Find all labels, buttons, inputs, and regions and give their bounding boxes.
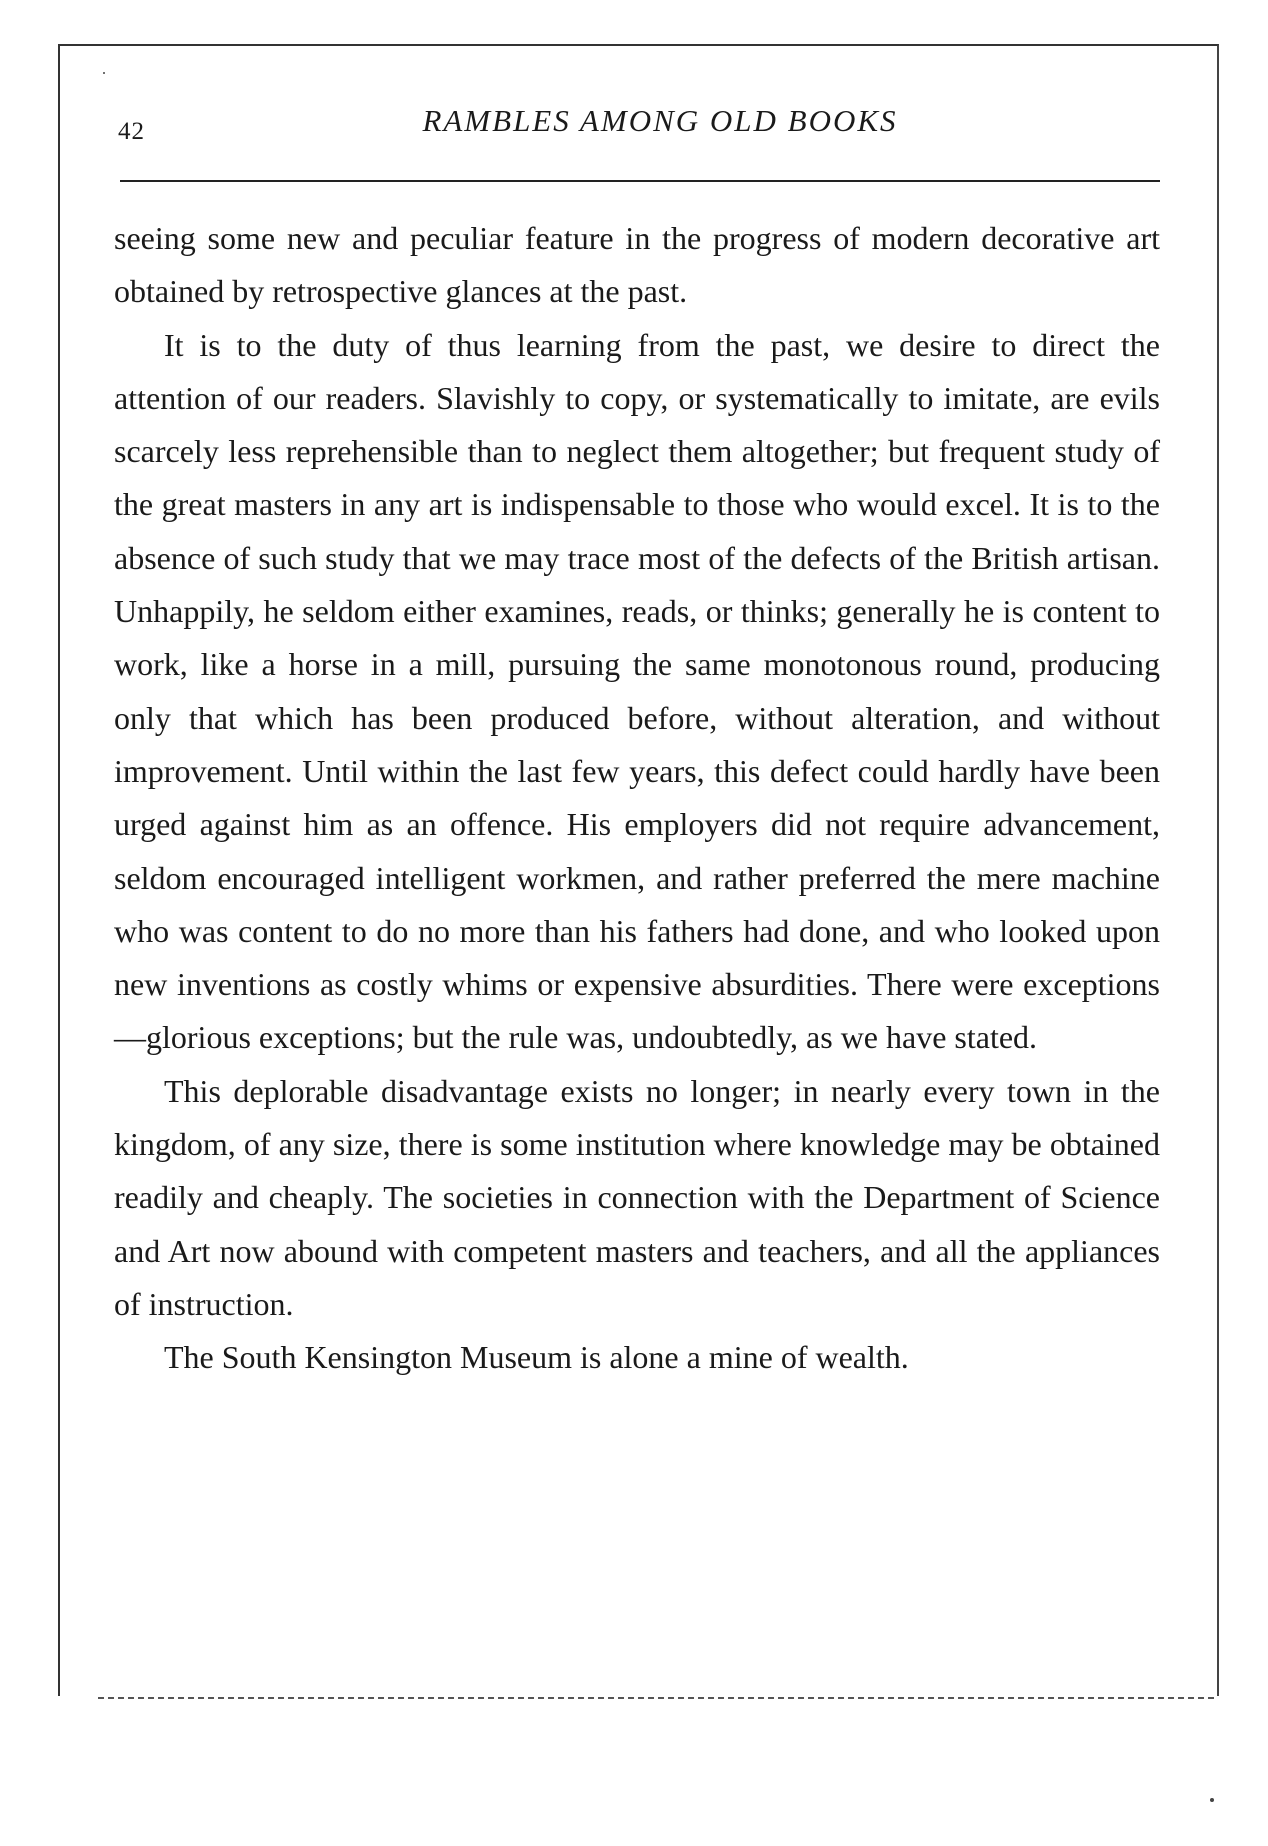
- paragraph: This deplorable disadvantage exists no longer; in nearly every town in the kingdom, of any size, there is some institution where knowledge may be obtained readily and cheaply. The societies in connection with the Department of Science and Art now abound with competent masters and teachers, and all the appliances of instruction.: [114, 1072, 1160, 1322]
- scan-speck: [103, 72, 105, 74]
- scan-speck: [1210, 1798, 1214, 1802]
- running-title: RAMBLES AMONG OLD BOOKS: [422, 103, 898, 138]
- paragraph: It is to the duty of thus learning from the past, we desire to direct the attention of our readers. Slavishly to copy, or systematically to imitate, are evils scarcely less reprehensible than to neglect them altogether; but frequent study of the great masters in any art is indispensable to those who would excel. It is to the absence of such study that we may trace most of the defects of the British artisan. Unhappily, he seldom either examines, reads, or thinks; generally he is content to work, like a horse in a mill, pursuing the same monotonous round, producing only that which has been produced before, without alteration, and without improvement. Until within the last few years, this defect could hardly have been urged against him as an offence. His employers did not require advancement, seldom encouraged intelligent workmen, and rather preferred the mere machine who was content to do no more than his fathers had done, and who looked upon new inventions as costly whims or expensive absurdities. There were exceptions—glorious exceptions; but the rule was, undoubtedly, as we have stated.: [114, 326, 1160, 1056]
- body-text: [114, 212, 1160, 1385]
- page-scan-bottom-edge: [98, 1697, 1214, 1699]
- paragraph: The South Kensington Museum is alone a mine of wealth.: [164, 1339, 909, 1376]
- page-number: 42: [118, 118, 145, 145]
- paragraph: seeing some new and peculiar feature in the progress of modern decorative art obtained by retrospective glances at the past.: [114, 220, 1160, 310]
- header-rule: [120, 180, 1160, 182]
